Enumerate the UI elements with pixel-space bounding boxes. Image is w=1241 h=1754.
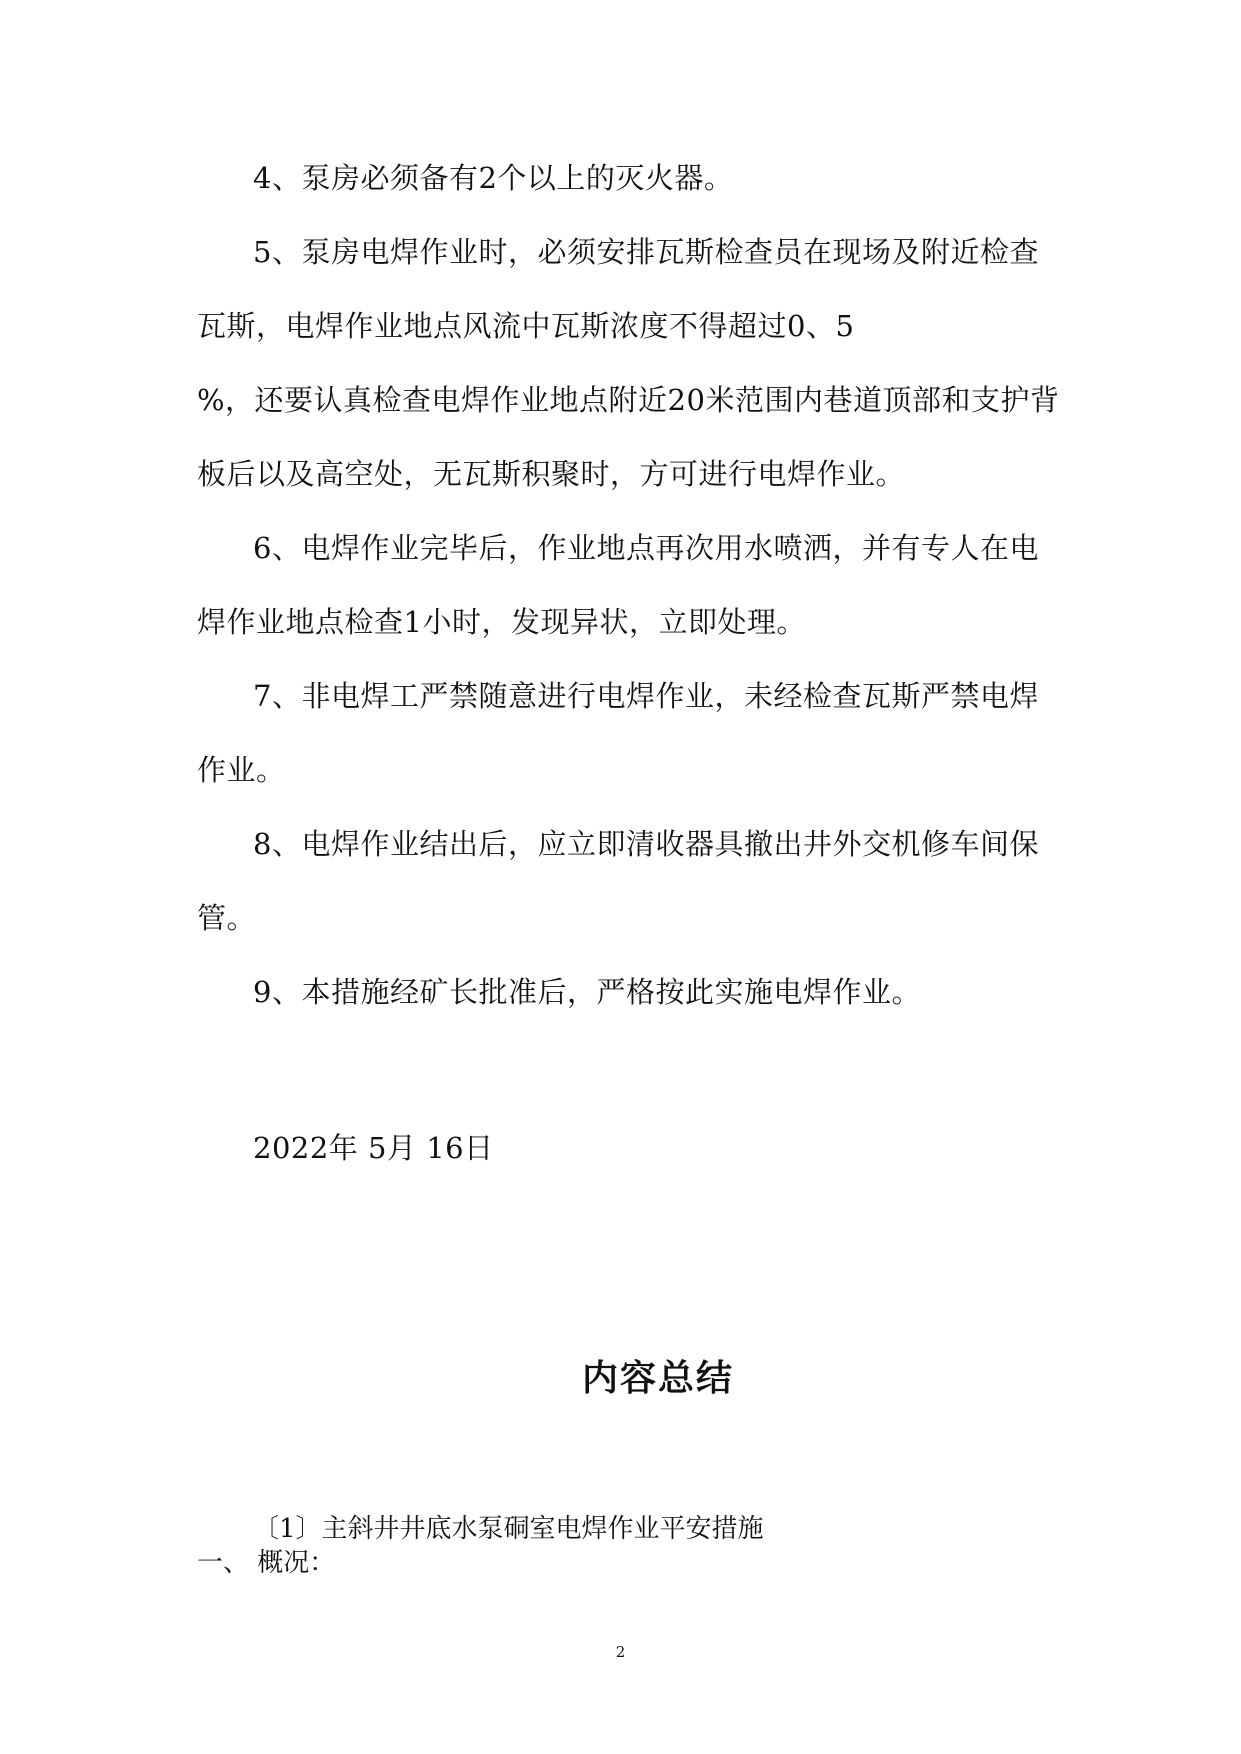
paragraph-line-5c: %，还要认真检查电焊作业地点附近20米范围内巷道顶部和支护背	[197, 383, 1060, 417]
paragraph-line-5d: 板后以及高空处，无瓦斯积聚时，方可进行电焊作业。	[197, 457, 906, 491]
paragraph-line-8b: 管。	[197, 901, 257, 935]
paragraph-line-9: 9、本措施经矿长批准后，严格按此实施电焊作业。	[253, 975, 921, 1009]
paragraph-line-5a: 5、泵房电焊作业时，必须安排瓦斯检查员在现场及附近检查	[253, 235, 1039, 269]
paragraph-line-5b: 瓦斯，电焊作业地点风流中瓦斯浓度不得超过0、5	[197, 309, 855, 343]
summary-subitem: 一、 概况：	[197, 1548, 336, 1578]
paragraph-line-8a: 8、电焊作业结出后，应立即清收器具撤出井外交机修车间保	[253, 827, 1039, 861]
summary-item: 〔1〕主斜井井底水泵硐室电焊作业平安措施	[253, 1514, 764, 1544]
summary-heading: 内容总结	[581, 1358, 734, 1399]
paragraph-line-6b: 焊作业地点检查1小时，发现异状，立即处理。	[197, 605, 806, 639]
document-date: 2022年 5月 16日	[253, 1131, 494, 1165]
page-number: 2	[615, 1643, 626, 1661]
paragraph-line-4: 4、泵房必须备有2个以上的灭火器。	[253, 161, 734, 195]
paragraph-line-6a: 6、电焊作业完毕后，作业地点再次用水喷洒，并有专人在电	[253, 531, 1039, 565]
paragraph-line-7a: 7、非电焊工严禁随意进行电焊作业，未经检查瓦斯严禁电焊	[253, 679, 1039, 713]
paragraph-line-7b: 作业。	[197, 753, 286, 787]
